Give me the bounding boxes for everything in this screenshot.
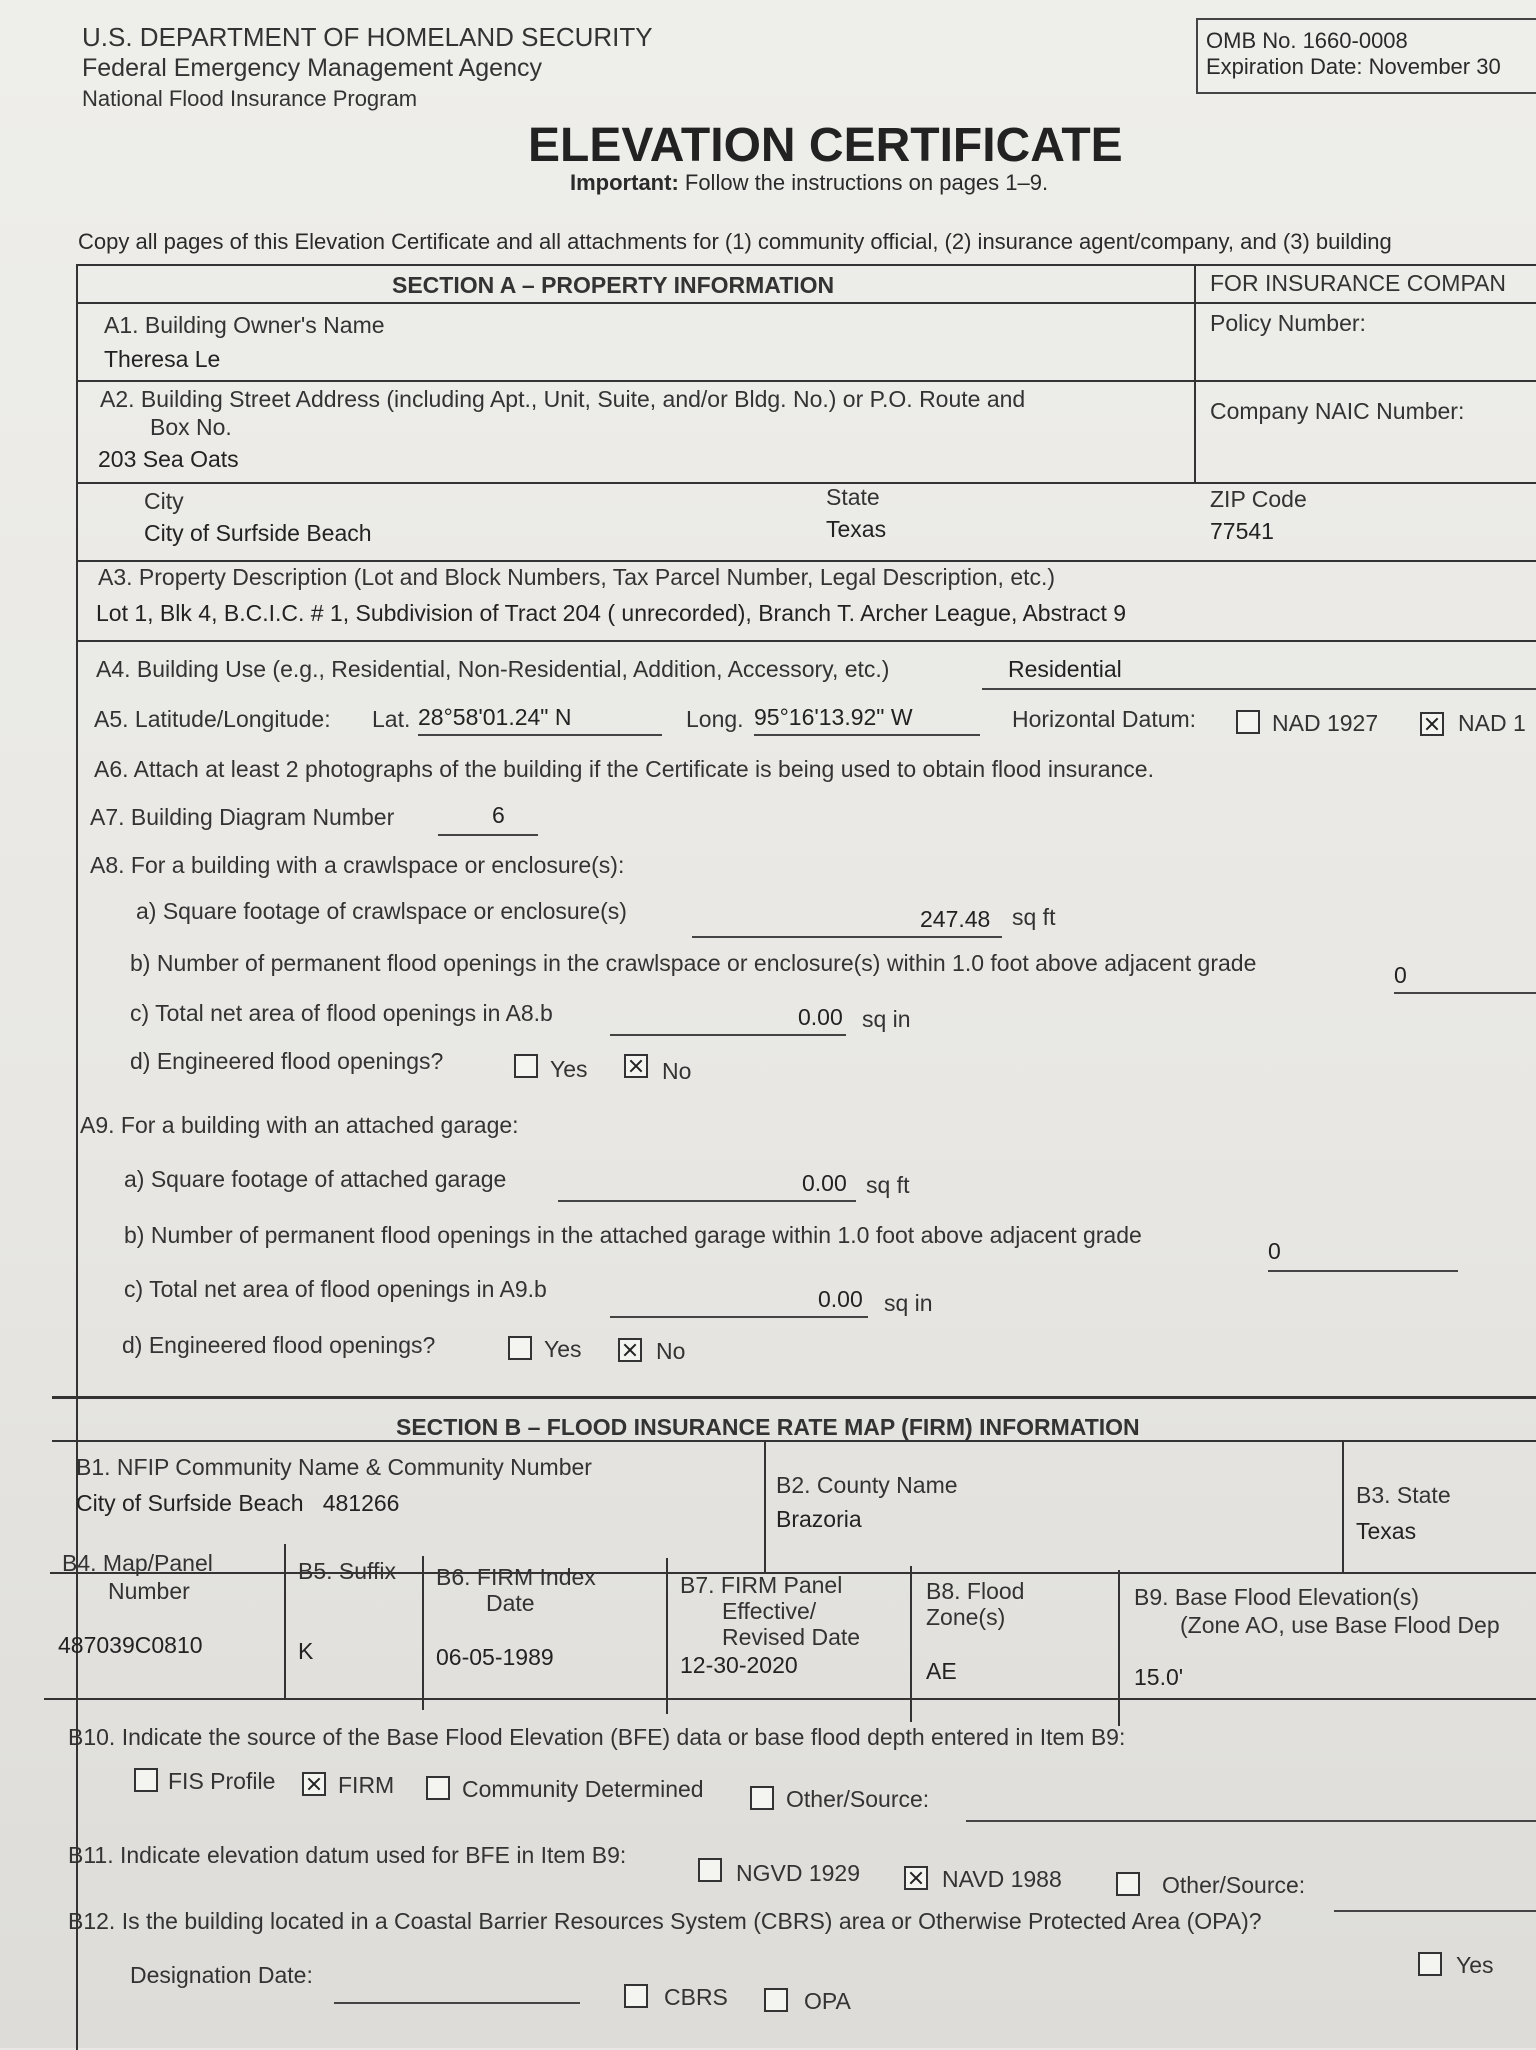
agency-line-3: National Flood Insurance Program bbox=[82, 86, 418, 111]
a3-property-description: Lot 1, Blk 4, B.C.I.C. # 1, Subdivision of Tract 204 ( unrecorded), Branch T. Archer League, Abstract 9 bbox=[96, 600, 1127, 626]
a9a-value: 0.00 bbox=[802, 1170, 847, 1196]
a8b-underline bbox=[1394, 992, 1536, 994]
expiration-date: Expiration Date: November 30 bbox=[1206, 54, 1501, 79]
zip-label: ZIP Code bbox=[1210, 486, 1307, 512]
city-label: City bbox=[144, 488, 184, 514]
longitude-value: 95°16'13.92" W bbox=[754, 704, 913, 730]
a6-text: A6. Attach at least 2 photographs of the building if the Certificate is being used to obtain flood insurance. bbox=[94, 756, 1154, 782]
a7-diagram-number: 6 bbox=[492, 802, 505, 828]
insurance-heading: FOR INSURANCE COMPAN bbox=[1210, 270, 1507, 296]
section-b-heading: SECTION B – FLOOD INSURANCE RATE MAP (FIRM) INFORMATION bbox=[396, 1414, 1140, 1440]
zip-value: 77541 bbox=[1210, 518, 1274, 544]
b12-yes-label: Yes bbox=[1456, 1952, 1494, 1978]
a9c-unit: sq in bbox=[884, 1290, 933, 1316]
a9d-yes-label: Yes bbox=[544, 1336, 582, 1362]
b11-navd-checkbox[interactable] bbox=[904, 1866, 928, 1890]
b10-other-underline bbox=[966, 1820, 1536, 1822]
a8c-underline bbox=[610, 1034, 846, 1036]
agency-line-1: U.S. DEPARTMENT OF HOMELAND SECURITY bbox=[82, 22, 653, 52]
a8c-value: 0.00 bbox=[798, 1004, 843, 1030]
a8b-label: b) Number of permanent flood openings in the crawlspace or enclosure(s) within 1.0 foot above adjacent grade bbox=[130, 950, 1257, 976]
important-text: Follow the instructions on pages 1–9. bbox=[678, 170, 1049, 195]
a8a-label: a) Square footage of crawlspace or enclosure(s) bbox=[136, 898, 627, 924]
nad1927-label: NAD 1927 bbox=[1272, 710, 1379, 736]
section-b-top-rule bbox=[52, 1396, 1536, 1399]
a8d-label: d) Engineered flood openings? bbox=[130, 1048, 444, 1074]
b7-firm-panel-date: 12-30-2020 bbox=[680, 1652, 798, 1678]
copy-instructions: Copy all pages of this Elevation Certificate and all attachments for (1) community official, (2) insurance agent/company, and (3) building bbox=[78, 229, 1392, 254]
policy-number-label: Policy Number: bbox=[1210, 310, 1366, 336]
important-label: Important: bbox=[570, 170, 679, 195]
designation-date-underline bbox=[334, 2002, 580, 2004]
b11-other-label: Other/Source: bbox=[1162, 1872, 1306, 1898]
b6-label-line2: Date bbox=[486, 1590, 535, 1616]
b2-county-value: Brazoria bbox=[776, 1506, 862, 1532]
a9a-underline bbox=[558, 1200, 856, 1202]
b9-label-line2: (Zone AO, use Base Flood Dep bbox=[1180, 1612, 1500, 1638]
a9d-no-label: No bbox=[656, 1338, 686, 1364]
b8-flood-zone-value: AE bbox=[926, 1658, 957, 1684]
a4-label: A4. Building Use (e.g., Residential, Non-Residential, Addition, Accessory, etc.) bbox=[96, 656, 890, 682]
nad1983-checkbox[interactable] bbox=[1420, 712, 1444, 736]
b8-label-line2: Zone(s) bbox=[926, 1604, 1006, 1630]
a9c-label: c) Total net area of flood openings in A9.b bbox=[124, 1276, 547, 1302]
b11-navd-label: NAVD 1988 bbox=[942, 1866, 1062, 1892]
a9c-value: 0.00 bbox=[818, 1286, 863, 1312]
a8d-no-checkbox[interactable] bbox=[624, 1054, 648, 1078]
rule bbox=[76, 264, 1536, 266]
b10-label: B10. Indicate the source of the Base Flood Elevation (BFE) data or base flood depth entered in Item B9: bbox=[68, 1724, 1126, 1750]
a7-underline bbox=[438, 834, 538, 836]
a1-label: A1. Building Owner's Name bbox=[104, 312, 385, 338]
cbrs-label: CBRS bbox=[664, 1984, 728, 2010]
b10-other-label: Other/Source: bbox=[786, 1786, 930, 1812]
a9c-underline bbox=[610, 1316, 868, 1318]
b1-b2-divider bbox=[764, 1442, 766, 1572]
a9d-yes-checkbox[interactable] bbox=[508, 1336, 532, 1360]
designation-date-label: Designation Date: bbox=[130, 1962, 313, 1988]
a2-street-address: 203 Sea Oats bbox=[98, 446, 239, 472]
nad1983-label: NAD 1 bbox=[1458, 710, 1526, 736]
b4-map-panel-value: 487039C0810 bbox=[58, 1632, 203, 1658]
section-a-heading: SECTION A – PROPERTY INFORMATION bbox=[392, 272, 835, 298]
rule bbox=[76, 380, 1536, 382]
insurance-divider bbox=[1194, 264, 1196, 482]
b1-community-value: City of Surfside Beach 481266 bbox=[76, 1490, 400, 1516]
a8d-no-label: No bbox=[662, 1058, 692, 1084]
a5-label: A5. Latitude/Longitude: bbox=[94, 706, 331, 732]
b12-yes-checkbox[interactable] bbox=[1418, 1952, 1442, 1976]
lat-label: Lat. bbox=[372, 706, 411, 732]
a8b-value: 0 bbox=[1394, 962, 1407, 988]
rule bbox=[76, 560, 1536, 562]
a9b-underline bbox=[1268, 1270, 1458, 1272]
b5-label: B5. Suffix bbox=[298, 1558, 397, 1584]
b8-divider bbox=[1118, 1570, 1120, 1726]
b9-label-line1: B9. Base Flood Elevation(s) bbox=[1134, 1584, 1420, 1610]
a8d-yes-checkbox[interactable] bbox=[514, 1054, 538, 1078]
b12-label: B12. Is the building located in a Coastal Barrier Resources System (CBRS) area or Otherwise Protected Area (OPA)? bbox=[68, 1908, 1262, 1934]
a2-label-line2: Box No. bbox=[150, 414, 232, 440]
b3-state-value: Texas bbox=[1356, 1518, 1417, 1544]
a4-underline bbox=[982, 688, 1536, 690]
b9-bfe-value: 15.0' bbox=[1134, 1664, 1184, 1690]
b10-firm-label: FIRM bbox=[338, 1772, 395, 1798]
a9a-label: a) Square footage of attached garage bbox=[124, 1166, 507, 1192]
lat-underline bbox=[418, 734, 662, 736]
b6-firm-index-date: 06-05-1989 bbox=[436, 1644, 554, 1670]
b10-community-label: Community Determined bbox=[462, 1776, 704, 1802]
nad1927-checkbox[interactable] bbox=[1236, 710, 1260, 734]
b2-label: B2. County Name bbox=[776, 1472, 958, 1498]
a7-label: A7. Building Diagram Number bbox=[90, 804, 395, 830]
state-value: Texas bbox=[826, 516, 887, 542]
b1-label: B1. NFIP Community Name & Community Number bbox=[76, 1454, 592, 1480]
b4-divider bbox=[284, 1544, 286, 1698]
rule bbox=[44, 1698, 1536, 1700]
a4-building-use: Residential bbox=[1008, 656, 1122, 682]
b4-label-line2: Number bbox=[108, 1578, 190, 1604]
important-note bbox=[570, 170, 1048, 196]
omb-number: OMB No. 1660-0008 bbox=[1206, 28, 1408, 53]
agency-line-2: Federal Emergency Management Agency bbox=[82, 54, 542, 82]
a8a-underline bbox=[692, 936, 1002, 938]
b6-label-line1: B6. FIRM Index bbox=[436, 1564, 596, 1590]
b10-other-checkbox[interactable] bbox=[750, 1786, 774, 1810]
b11-other-checkbox[interactable] bbox=[1116, 1872, 1140, 1896]
rule bbox=[76, 302, 1536, 304]
latitude-value: 28°58'01.24" N bbox=[418, 704, 572, 730]
a9-label: A9. For a building with an attached garage: bbox=[80, 1112, 519, 1138]
long-label: Long. bbox=[686, 706, 744, 732]
rule bbox=[76, 640, 1536, 642]
left-border bbox=[76, 264, 78, 2050]
a9d-label: d) Engineered flood openings? bbox=[122, 1332, 436, 1358]
a1-owner-name: Theresa Le bbox=[104, 346, 221, 372]
b7-label-line3: Revised Date bbox=[722, 1624, 861, 1650]
b11-other-underline bbox=[1334, 1910, 1536, 1912]
b5-divider bbox=[422, 1556, 424, 1710]
horizontal-datum-label: Horizontal Datum: bbox=[1012, 706, 1197, 732]
a9a-unit: sq ft bbox=[866, 1172, 910, 1198]
b6-divider bbox=[666, 1558, 668, 1714]
a8a-unit: sq ft bbox=[1012, 904, 1056, 930]
b11-ngvd-label: NGVD 1929 bbox=[736, 1860, 861, 1886]
b8-label-line1: B8. Flood bbox=[926, 1578, 1025, 1604]
b3-label: B3. State bbox=[1356, 1482, 1451, 1508]
a8d-yes-label: Yes bbox=[550, 1056, 588, 1082]
a9b-value: 0 bbox=[1268, 1238, 1281, 1264]
page-title: ELEVATION CERTIFICATE bbox=[528, 119, 1123, 172]
b10-firm-checkbox[interactable] bbox=[302, 1772, 326, 1796]
a8c-label: c) Total net area of flood openings in A8.b bbox=[130, 1000, 553, 1026]
city-value: City of Surfside Beach bbox=[144, 520, 372, 546]
b11-ngvd-checkbox[interactable] bbox=[698, 1858, 722, 1882]
b4-label-line1: B4. Map/Panel bbox=[62, 1550, 213, 1576]
b7-label-line2: Effective/ bbox=[722, 1598, 817, 1624]
a3-label: A3. Property Description (Lot and Block Numbers, Tax Parcel Number, Legal Description, etc.) bbox=[98, 564, 1056, 590]
a8-label: A8. For a building with a crawlspace or enclosure(s): bbox=[90, 852, 625, 878]
b5-suffix-value: K bbox=[298, 1638, 314, 1664]
a9d-no-checkbox[interactable] bbox=[618, 1338, 642, 1362]
state-label: State bbox=[826, 484, 880, 510]
b10-fis-label: FIS Profile bbox=[168, 1768, 276, 1794]
long-underline bbox=[754, 734, 980, 736]
a2-label-line1: A2. Building Street Address (including Apt., Unit, Suite, and/or Bldg. No.) or P.O. Route and bbox=[100, 386, 1026, 412]
b10-fis-checkbox[interactable] bbox=[134, 1768, 158, 1792]
b7-label-line1: B7. FIRM Panel bbox=[680, 1572, 843, 1598]
opa-checkbox[interactable] bbox=[764, 1988, 788, 2012]
a9b-label: b) Number of permanent flood openings in the attached garage within 1.0 foot above adjacent grade bbox=[124, 1222, 1142, 1248]
a8a-value: 247.48 bbox=[920, 906, 991, 932]
b10-community-checkbox[interactable] bbox=[426, 1776, 450, 1800]
b2-b3-divider bbox=[1342, 1442, 1344, 1572]
naic-number-label: Company NAIC Number: bbox=[1210, 398, 1465, 424]
rule bbox=[76, 482, 1536, 484]
cbrs-checkbox[interactable] bbox=[624, 1984, 648, 2008]
b11-label: B11. Indicate elevation datum used for BFE in Item B9: bbox=[68, 1842, 627, 1868]
opa-label: OPA bbox=[804, 1988, 851, 2014]
a8c-unit: sq in bbox=[862, 1006, 911, 1032]
